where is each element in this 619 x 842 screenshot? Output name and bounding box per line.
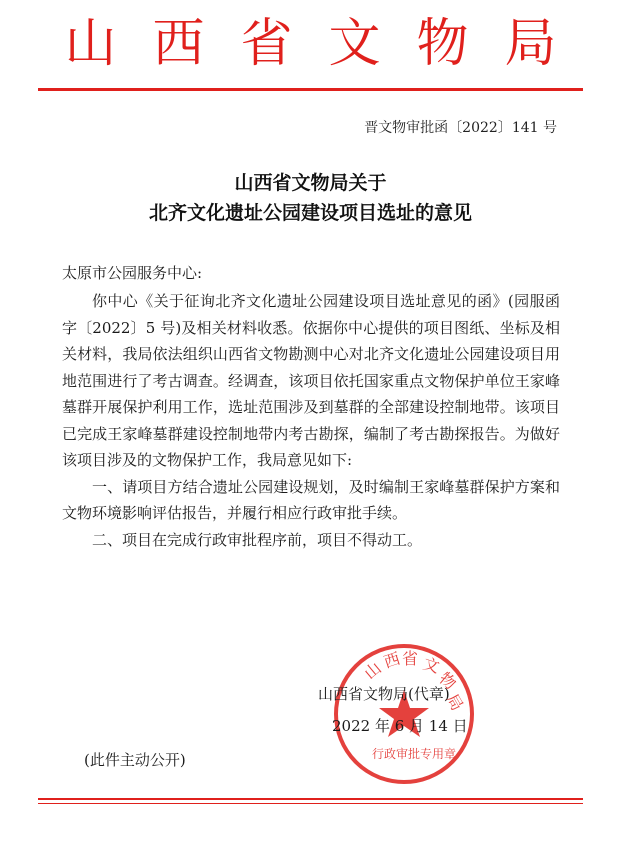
document-number: 晋文物审批函〔2022〕141 号 [364, 120, 557, 136]
masthead [38, 12, 583, 76]
body-paragraph: 二、项目在完成行政审批程序前，项目不得动工。 [92, 530, 423, 549]
signature-organization: 山西省文物局(代章) [318, 685, 450, 703]
document-title-line1: 山西省文物局关于 [234, 172, 387, 194]
masthead-divider [38, 88, 583, 91]
svg-text:行政审批专用章: 行政审批专用章 [372, 747, 457, 761]
svg-text:省: 省 [402, 649, 419, 668]
masthead-char: 文 [328, 14, 381, 74]
masthead-char: 山 [64, 14, 117, 74]
svg-text:西: 西 [381, 648, 403, 672]
masthead-char: 物 [416, 14, 469, 74]
masthead-char: 省 [240, 14, 293, 74]
footer-divider-thick [38, 798, 583, 800]
svg-text:物: 物 [435, 668, 460, 694]
official-seal-icon [330, 640, 478, 788]
body-paragraph: 你中心《关于征询北齐文化遗址公园建设项目选址意见的函》(园服函字〔2022〕5 号)及相关材料收悉。依据你中心提供的项目图纸、坐标及相关材料，我局依法组织山西省文物勘测中心对北齐文化遗址公园建设项目用地范围进行了考古调查。经调查，该项目依托国家重点文物保护单位王家峰墓群开展保护利用工作，选址范围涉及到墓群的全部建设控制地带。该项目已完成王家峰墓群建设控制地带内考古勘探，编制了考古勘探报告。为做好该项目涉及的文物保护工作，我局意见如下: [62, 292, 560, 469]
svg-text:山: 山 [360, 658, 385, 684]
svg-text:局: 局 [442, 690, 467, 714]
body-paragraph: 一、请项目方结合遗址公园建设规划，及时编制王家峰墓群保护方案和文物环境影响评估报告，并履行相应行政审批手续。 [62, 477, 560, 522]
masthead-char: 西 [152, 14, 205, 74]
recipient: 太原市公园服务中心: [62, 264, 203, 282]
masthead-char: 局 [504, 14, 557, 74]
footer-divider-thin [38, 803, 583, 804]
signature-date: 2022 年 6 月 14 日 [332, 717, 468, 735]
svg-text:文: 文 [420, 653, 442, 677]
document-title-line2: 北齐文化遗址公园建设项目选址的意见 [148, 202, 472, 224]
public-release-note: (此件主动公开) [84, 751, 186, 769]
document-body [62, 288, 560, 553]
